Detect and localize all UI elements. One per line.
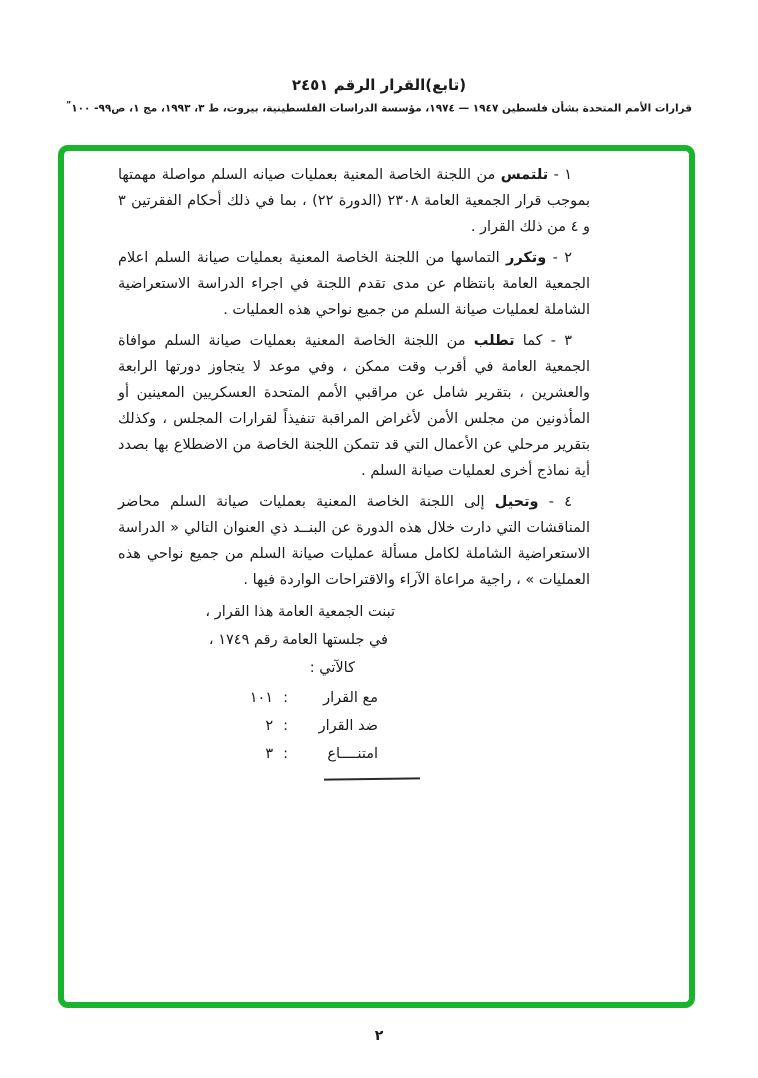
resolution-title: (تابع)القرار الرقم ٢٤٥١ xyxy=(291,76,467,94)
paragraph-2 xyxy=(118,245,590,323)
vote-label: ضد القرار xyxy=(318,718,378,734)
paragraph-4 xyxy=(118,489,590,593)
vote-tally xyxy=(118,684,590,780)
paragraph-lead: وتحيل xyxy=(494,494,539,510)
paragraph-number: ١ - xyxy=(553,167,573,183)
vote-row-against xyxy=(118,712,378,740)
paragraph-3 xyxy=(118,328,590,484)
paragraph-pre: كما xyxy=(522,333,543,349)
footnote-mark: ” xyxy=(65,100,72,109)
paragraph-1 xyxy=(118,162,590,240)
vote-value: ٣ xyxy=(265,746,274,762)
closing-line: تبنت الجمعية العامة هذا القرار ، xyxy=(205,604,395,620)
paragraph-text: إلى اللجنة الخاصة المعنية بعمليات صيانة السلم محاضر المناقشات التي دارت خلال هذه الدورة عن البنــد ذي العنوان التالي « الدراسة الاستعراضية الشاملة لكامل مسألة عمليات صيانة السلم من جميع نواحي هذه العمليات » ، راجية مراعاة الآراء والاقتراحات الواردة فيها . xyxy=(118,494,590,588)
document-header xyxy=(0,76,758,115)
vote-row-for xyxy=(118,684,378,712)
vote-label: مع القرار xyxy=(323,690,378,706)
source-citation-text: قرارات الأمم المتحدة بشأن فلسطين ١٩٤٧ — ١٩٧٤، مؤسسة الدراسات الفلسطينية، بيروت، ط ٣، ١٩٩٣، مج ١، ص٩٩- ١٠٠ xyxy=(71,102,693,115)
page-number: ٢ xyxy=(374,1028,384,1044)
vote-colon: : xyxy=(283,718,288,734)
paragraph-lead: وتكرر xyxy=(506,250,547,266)
closing-line: في جلستها العامة رقم ١٧٤٩ ، xyxy=(208,632,388,648)
adoption-clause xyxy=(118,598,590,682)
resolution-body xyxy=(118,162,590,780)
closing-line: كالآتي : xyxy=(309,660,355,676)
source-citation xyxy=(0,100,758,115)
vote-colon: : xyxy=(283,746,288,762)
paragraph-text: من اللجنة الخاصة المعنية بعمليات صيانة السلم موافاة الجمعية العامة في أقرب وقت ممكن ، وفي موعد لا يتجاوز دورتها الرابعة والعشرين ، بتقرير شامل عن مراقبي الأمم المتحدة العسكريين المعينين أو المأذونين من مجلس الأمن لأغراض المراقبة تنفيذاً لقرارات المجلس ، وكذلك بتقرير مرحلي عن الأعمال التي قد تتمكن اللجنة الخاصة من الاضطلاع بها بصدد أية نماذج أخرى لعمليات صيانة السلم . xyxy=(118,333,590,479)
vote-colon: : xyxy=(283,690,288,706)
vote-value: ٢ xyxy=(265,718,274,734)
vote-label: امتنــــاع xyxy=(327,746,378,762)
paragraph-number: ٢ - xyxy=(552,250,573,266)
paragraph-number: ٤ - xyxy=(548,494,573,510)
paragraph-text: التماسها من اللجنة الخاصة المعنية بعمليات صيانة السلم اعلام الجمعية العامة بانتظام عن مدى تقدم اللجنة في اجراء الدراسة الاستعراضية الشاملة لعمليات صيانة السلم من جميع نواحي هذه العمليات . xyxy=(118,250,590,318)
paragraph-lead: تطلب xyxy=(473,333,515,349)
paragraph-text: من اللجنة الخاصة المعنية بعمليات صيانه السلم مواصلة مهمتها بموجب قرار الجمعية العامة ٢٣٠٨ (الدورة ٢٢) ، بما في ذلك أحكام الفقرتين ٣ و ٤ من ذلك القرار . xyxy=(118,167,590,235)
paragraph-number: ٣ - xyxy=(550,333,573,349)
vote-row-abstain xyxy=(118,740,378,768)
paragraph-lead: تلتمس xyxy=(500,167,549,183)
vote-value: ١٠١ xyxy=(249,690,274,706)
